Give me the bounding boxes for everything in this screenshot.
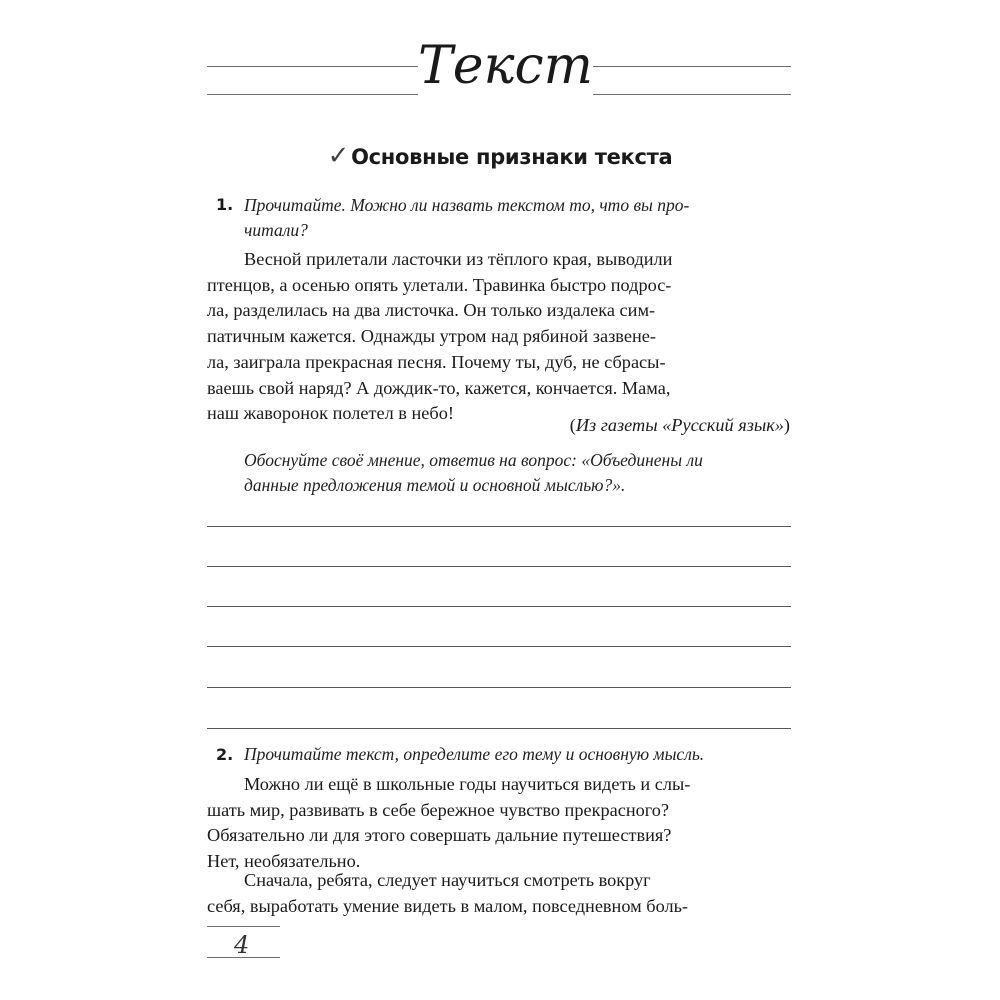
answer-line[interactable] bbox=[207, 728, 791, 729]
text-line: ла, разделилась на два листочка. Он только издалека сим- bbox=[207, 300, 656, 321]
section-title-text: Основные признаки текста bbox=[351, 145, 673, 169]
text-line: наш жаворонок полетел в небо! bbox=[207, 403, 454, 424]
text-source bbox=[570, 413, 790, 438]
source-paren-close: ) bbox=[783, 415, 790, 435]
page-number: 4 bbox=[234, 931, 250, 959]
source-paren-open: ( bbox=[569, 415, 576, 435]
text-line: Весной прилетали ласточки из тёплого края, выводили bbox=[244, 249, 673, 269]
exercise-1-task-line: Прочитайте. Можно ли назвать текстом то, что вы про- bbox=[244, 195, 690, 215]
text-line: ла, заиграла прекрасная песня. Почему ты, дуб, не сбрасы- bbox=[207, 351, 666, 372]
answer-line[interactable] bbox=[207, 646, 791, 647]
footer-rule-top bbox=[207, 926, 280, 927]
answer-line[interactable] bbox=[207, 566, 791, 567]
section-title bbox=[0, 138, 1000, 175]
exercise-1-text bbox=[207, 247, 791, 427]
text-line: птенцов, а осенью опять улетали. Травинка быстро подрос- bbox=[207, 274, 672, 295]
text-line: ваешь свой наряд? А дождик-то, кажется, кончается. Мама, bbox=[207, 377, 671, 398]
exercise-1-question bbox=[244, 448, 794, 498]
text-line: Обязательно ли для этого совершать дальние путешествия? bbox=[207, 825, 672, 846]
exercise-1-task bbox=[244, 193, 790, 243]
text-line: патичным кажется. Однажды утром над рябиной зазвене- bbox=[207, 326, 656, 347]
exercise-1-task-line: читали? bbox=[244, 220, 308, 240]
chapter-title: Текст bbox=[418, 34, 593, 106]
question-line: данные предложения темой и основной мыслью?». bbox=[244, 475, 626, 495]
checkmark-icon: ✓ bbox=[327, 141, 350, 171]
text-line: себя, выработать умение видеть в малом, повседневном боль- bbox=[207, 895, 689, 916]
text-line: Нет, необязательно. bbox=[207, 851, 361, 872]
text-line: шать мир, развивать в себе бережное чувство прекрасного? bbox=[207, 799, 670, 820]
exercise-1-number: 1. bbox=[216, 195, 234, 214]
exercise-2-paragraph-2 bbox=[207, 868, 791, 919]
exercise-2-task: Прочитайте текст, определите его тему и основную мысль. bbox=[244, 744, 705, 764]
answer-line[interactable] bbox=[207, 606, 791, 607]
answer-line[interactable] bbox=[207, 526, 791, 527]
exercise-2-number: 2. bbox=[216, 745, 234, 764]
exercise-2-paragraph-1 bbox=[207, 772, 791, 875]
text-line: Можно ли ещё в школьные годы научиться видеть и слы- bbox=[244, 774, 691, 794]
text-line: Сначала, ребята, следует научиться смотреть вокруг bbox=[244, 870, 651, 890]
answer-line[interactable] bbox=[207, 687, 791, 688]
question-line: Обоснуйте своё мнение, ответив на вопрос: «Объединены ли bbox=[244, 450, 703, 470]
source-title: Из газеты «Русский язык» bbox=[575, 415, 784, 435]
